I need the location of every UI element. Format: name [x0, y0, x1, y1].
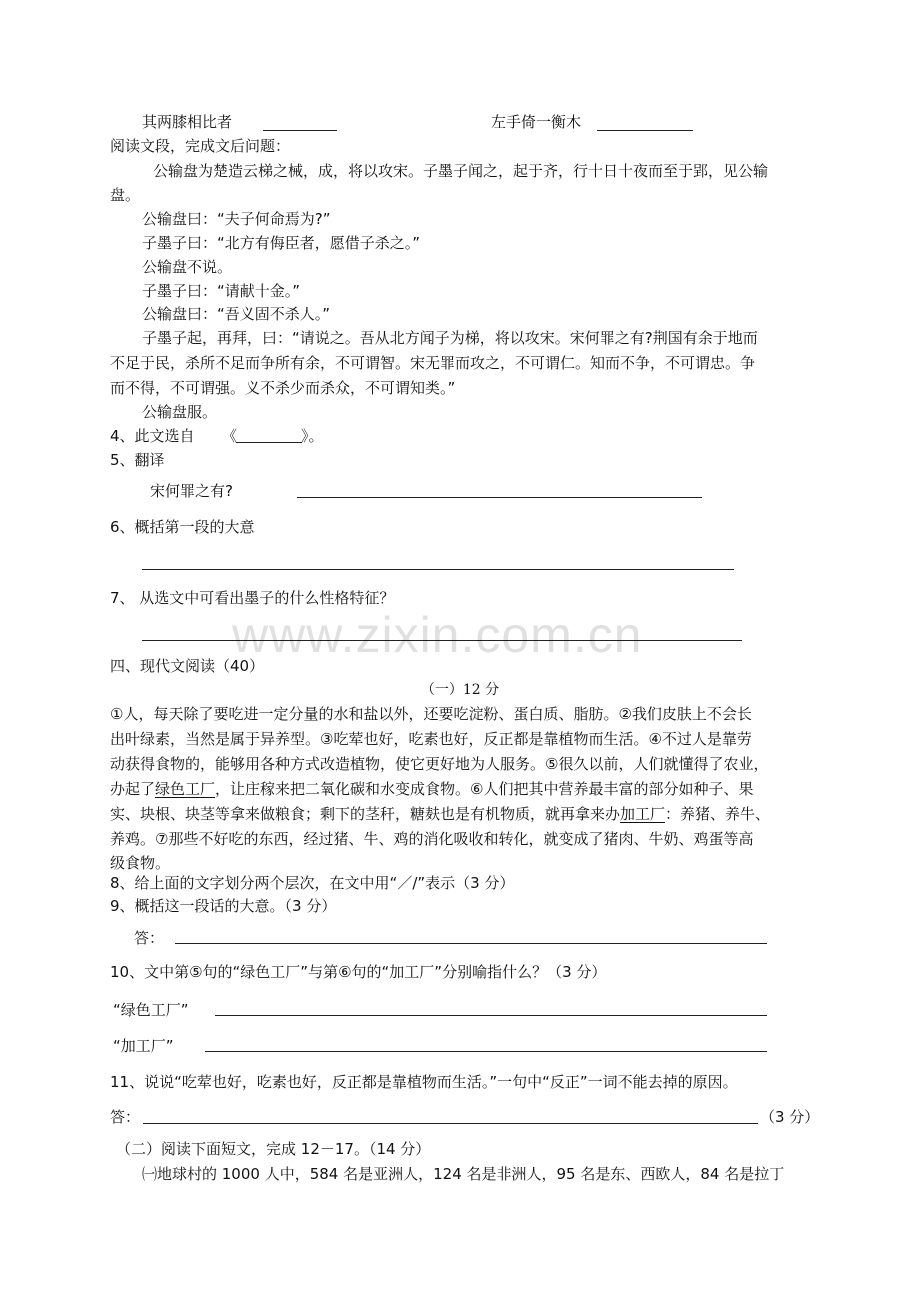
answer-label-green-factory: “绿色工厂”	[113, 1001, 189, 1019]
translate-sentence: 宋何罪之有?	[150, 482, 233, 500]
passage-line: 公输盘曰：“夫子何命焉为?”	[142, 210, 331, 228]
passage-line: 公输盘曰：“吾义固不杀人。”	[142, 305, 331, 323]
passage-text: 办起了	[110, 780, 156, 798]
book-close-bracket: 》。	[301, 427, 324, 445]
question-7: 7、 从选文中可看出墨子的什么性格特征？	[110, 589, 395, 607]
passage-line: 公输盘不说。	[142, 258, 233, 276]
passage-line: 不足于民，杀所不足而争所有余，不可谓智。宋无罪而攻之，不可谓仁。知而不争，不可谓忠。争	[110, 354, 756, 372]
passage-text: 实、块根、块茎等拿来做粮食；剩下的茎秆，糖麸也是有机物质，就再拿来办	[110, 805, 621, 823]
passage-line: ㈠地球村的 1000 人中，584 名是亚洲人，124 名是非洲人，95 名是东、西欧人，84 名是拉丁	[142, 1165, 785, 1183]
passage-line: 盘。	[110, 186, 141, 204]
passage-line: 出叶绿素，当然是属于异养型。③吃荤也好，吃素也好，反正都是靠植物而生活。④不过人是靠劳	[110, 730, 752, 748]
question-11: 11、说说“吃荤也好，吃素也好，反正都是靠植物而生活。”一句中“反正”一词不能去掉的原因。	[110, 1073, 738, 1091]
answer-blank	[263, 130, 337, 131]
answer-line	[215, 1015, 767, 1016]
passage-line: 养鸡。⑦那些不好吃的东西，经过猪、牛、鸡的消化吸收和转化，就变成了猪肉、牛奶、鸡蛋等高	[110, 830, 754, 848]
question-4: 4、此文选自	[110, 427, 195, 445]
watermark: www.zixin.com.cn	[232, 607, 643, 663]
part-title: （一）12 分	[420, 682, 500, 698]
question-8: 8、给上面的文字划分两个层次，在文中用“／/”表示（3 分）	[110, 874, 515, 892]
question-5: 5、翻译	[110, 451, 165, 469]
passage-line: ①人，每天除了要吃进一定分量的水和盐以外，还要吃淀粉、蛋白质、脂肪。②我们皮肤上不会长	[110, 705, 752, 723]
passage-text: ：养猪、养牛、	[665, 805, 771, 823]
score-label: （3 分）	[760, 1108, 820, 1126]
passage-line: 子墨子曰：“北方有侮臣者，愿借子杀之。”	[142, 234, 421, 252]
top-right-text: 左手倚一衡木	[491, 113, 582, 131]
passage-line: 公输盘为楚造云梯之械，成，将以攻宋。子墨子闻之，起于齐，行十日十夜而至于郢，见公输	[153, 162, 769, 180]
passage-line: 级食物。	[110, 854, 171, 872]
answer-line	[297, 497, 702, 498]
question-6: 6、概括第一段的大意	[110, 518, 255, 536]
answer-label-processing-factory: “加工厂”	[113, 1037, 174, 1055]
answer-line	[205, 1051, 767, 1052]
passage-line: 动获得食物的，能够用各种方式改造植物，使它更好地为人服务。⑤很久以前，人们就懂得了农业，	[110, 755, 769, 773]
section-title: 四、现代文阅读（40）	[110, 657, 265, 675]
passage-line: 子墨子曰：“请献十金。”	[142, 282, 301, 300]
part-title: （二）阅读下面短文，完成 12－17。（14 分）	[116, 1140, 431, 1158]
answer-line	[143, 1123, 758, 1124]
answer-label: 答：	[110, 1108, 141, 1126]
underlined-term-green-factory: 绿色工厂	[155, 780, 216, 798]
answer-blank	[236, 442, 302, 443]
answer-line	[142, 569, 734, 570]
underlined-term-processing-factory: 加工厂	[620, 805, 666, 823]
passage-line: 公输盘服。	[142, 403, 218, 421]
passage-line	[110, 803, 770, 825]
passage-line: 而不得，不可谓强。义不杀少而杀众，不可谓知类。”	[110, 379, 456, 397]
reading-instruction: 阅读文段，完成文后问题：	[110, 137, 291, 155]
book-open-bracket: 《	[222, 427, 238, 445]
answer-blank	[597, 130, 693, 131]
top-left-text: 其两膝相比者	[142, 113, 233, 131]
passage-line: 子墨子起，再拜，曰：“请说之。吾从北方闻子为梯，将以攻宋。宋何罪之有?荆国有余于地而	[142, 329, 758, 347]
passage-line	[110, 778, 753, 800]
question-10: 10、文中第⑤句的“绿色工厂”与第⑥句的“加工厂”分别喻指什么？（3 分）	[110, 963, 607, 981]
answer-label: 答：	[134, 929, 165, 947]
passage-text: ，让庄稼来把二氧化碳和水变成食物。⑥人们把其中营养最丰富的部分如种子、果	[215, 780, 754, 798]
answer-line	[175, 943, 767, 944]
question-9: 9、概括这一段话的大意。（3 分）	[110, 897, 337, 915]
